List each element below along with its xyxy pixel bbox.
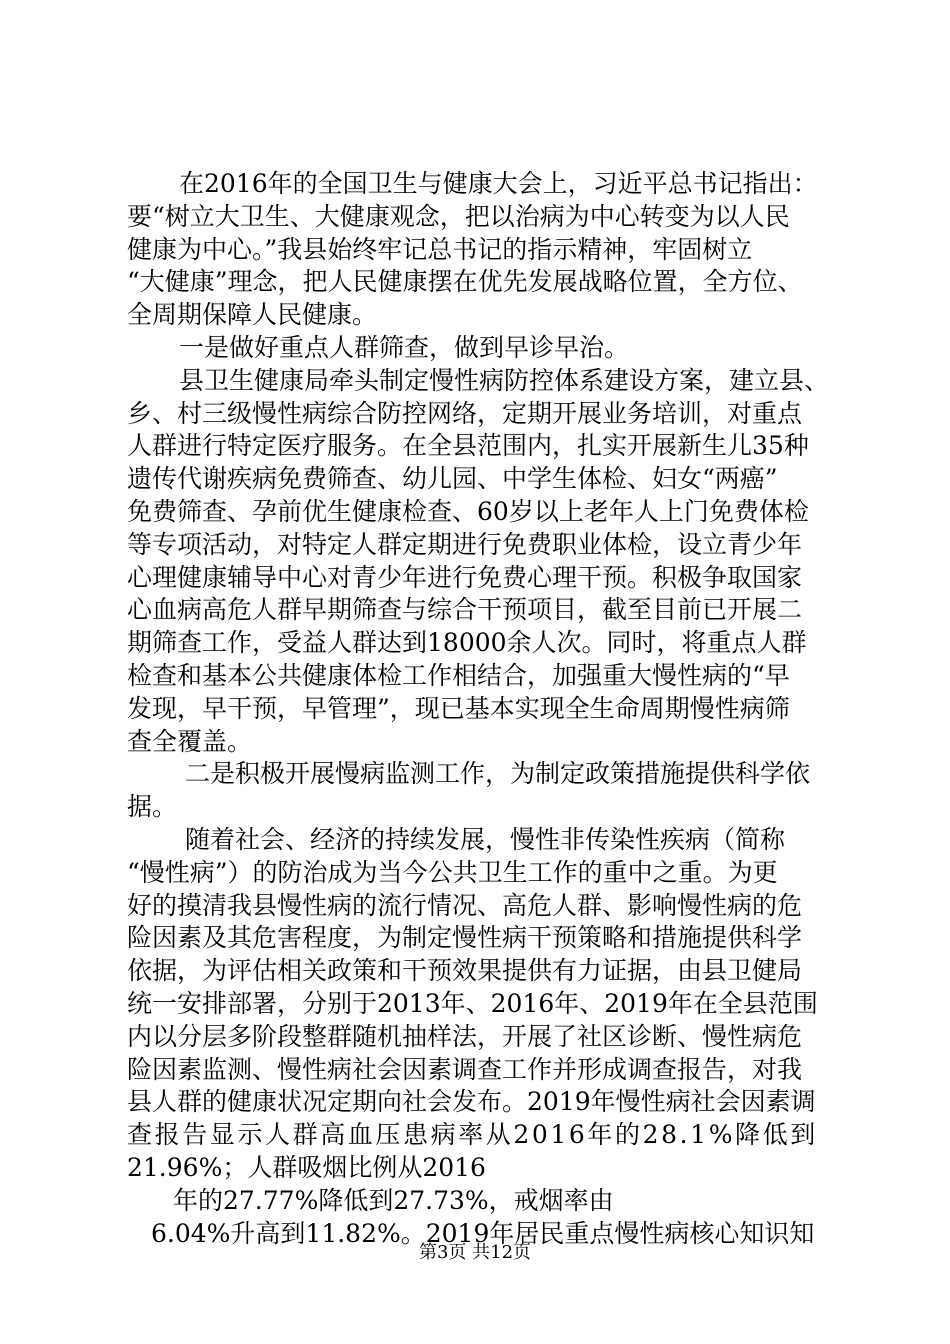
paragraph-line: 遗传代谢疾病免费筛查、幼儿园、中学生体检、妇女“两癌” bbox=[127, 464, 778, 494]
paragraph-line: “大健康”理念，把人民健康摆在优先发展战略位置，全方位、 bbox=[127, 267, 803, 297]
paragraph-line: 6.04%升高到11.82%。2019年居民重点慢性病核心知识知 bbox=[151, 1218, 815, 1248]
paragraph-line: 依据，为评估相关政策和干预效果提供有力证据，由县卫健局 bbox=[127, 956, 803, 986]
paragraph-line: 统一安排部署，分别于2013年、2016年、2019年在全县范围 bbox=[127, 988, 818, 1018]
paragraph-line: 心理健康辅导中心对青少年进行免费心理干预。积极争取国家 bbox=[127, 562, 803, 592]
section-heading: 二是积极开展慢病监测工作，为制定政策措施提供科学依 bbox=[185, 759, 811, 789]
paragraph-line: 险因素监测、慢性病社会因素调查工作并形成调查报告，对我 bbox=[127, 1054, 803, 1084]
paragraph-line: 年的27.77%降低到27.73%，戒烟率由 bbox=[173, 1185, 614, 1215]
paragraph-line: 人群进行特定医疗服务。在全县范围内，扎实开展新生儿35种 bbox=[127, 431, 809, 461]
paragraph-line: 查全覆盖。 bbox=[127, 726, 253, 756]
paragraph-line: 内以分层多阶段整群随机抽样法，开展了社区诊断、慢性病危 bbox=[127, 1021, 803, 1051]
paragraph-line: 要“树立大卫生、大健康观念，把以治病为中心转变为以人民 bbox=[127, 201, 790, 231]
paragraph-line: 健康为中心。”我县始终牢记总书记的指示精神，牢固树立 bbox=[127, 234, 753, 264]
paragraph-line: 期筛查工作，受益人群达到18000余人次。同时，将重点人群 bbox=[127, 628, 807, 658]
paragraph-line: 免费筛查、孕前优生健康检查、60岁以上老年人上门免费体检 bbox=[127, 496, 809, 526]
section-heading: 据。 bbox=[127, 792, 178, 822]
paragraph-line: 县人群的健康状况定期向社会发布。2019年慢性病社会因素调 bbox=[127, 1087, 816, 1117]
paragraph-line: 县卫生健康局牵头制定慢性病防控体系建设方案，建立县、 bbox=[179, 365, 830, 395]
paragraph-line: 发现，早干预，早管理”，现已基本实现全生命周期慢性病筛 bbox=[127, 693, 790, 723]
paragraph-line: 查报告显示人群高血压患病率从2016年的28.1%降低到 bbox=[127, 1120, 818, 1150]
paragraph-line: 随着社会、经济的持续发展，慢性非传染性疾病（简称 bbox=[185, 824, 786, 854]
paragraph-line: 好的摸清我县慢性病的流行情况、高危人群、影响慢性病的危 bbox=[127, 890, 803, 920]
section-heading: 一是做好重点人群筛查，做到早诊早治。 bbox=[179, 332, 630, 362]
paragraph-line: 乡、村三级慢性病综合防控网络，定期开展业务培训，对重点 bbox=[127, 398, 803, 428]
paragraph-line: 检查和基本公共健康体检工作相结合，加强重大慢性病的“早 bbox=[127, 660, 790, 690]
paragraph-line: 等专项活动，对特定人群定期进行免费职业体检，设立青少年 bbox=[127, 529, 803, 559]
paragraph-line: “慢性病”）的防治成为当今公共卫生工作的重中之重。为更 bbox=[127, 857, 778, 887]
body-text bbox=[127, 168, 830, 1250]
paragraph-line: 险因素及其危害程度，为制定慢性病干预策略和措施提供科学 bbox=[127, 923, 803, 953]
page-number-footer: 第3页 共12页 bbox=[418, 1242, 532, 1263]
paragraph-line: 21.96%；人群吸烟比例从2016 bbox=[127, 1152, 486, 1182]
paragraph-line: 全周期保障人民健康。 bbox=[127, 300, 378, 330]
paragraph-line: 在2016年的全国卫生与健康大会上，习近平总书记指出： bbox=[179, 169, 818, 198]
paragraph-line: 心血病高危人群早期筛查与综合干预项目，截至目前已开展二 bbox=[127, 595, 803, 625]
